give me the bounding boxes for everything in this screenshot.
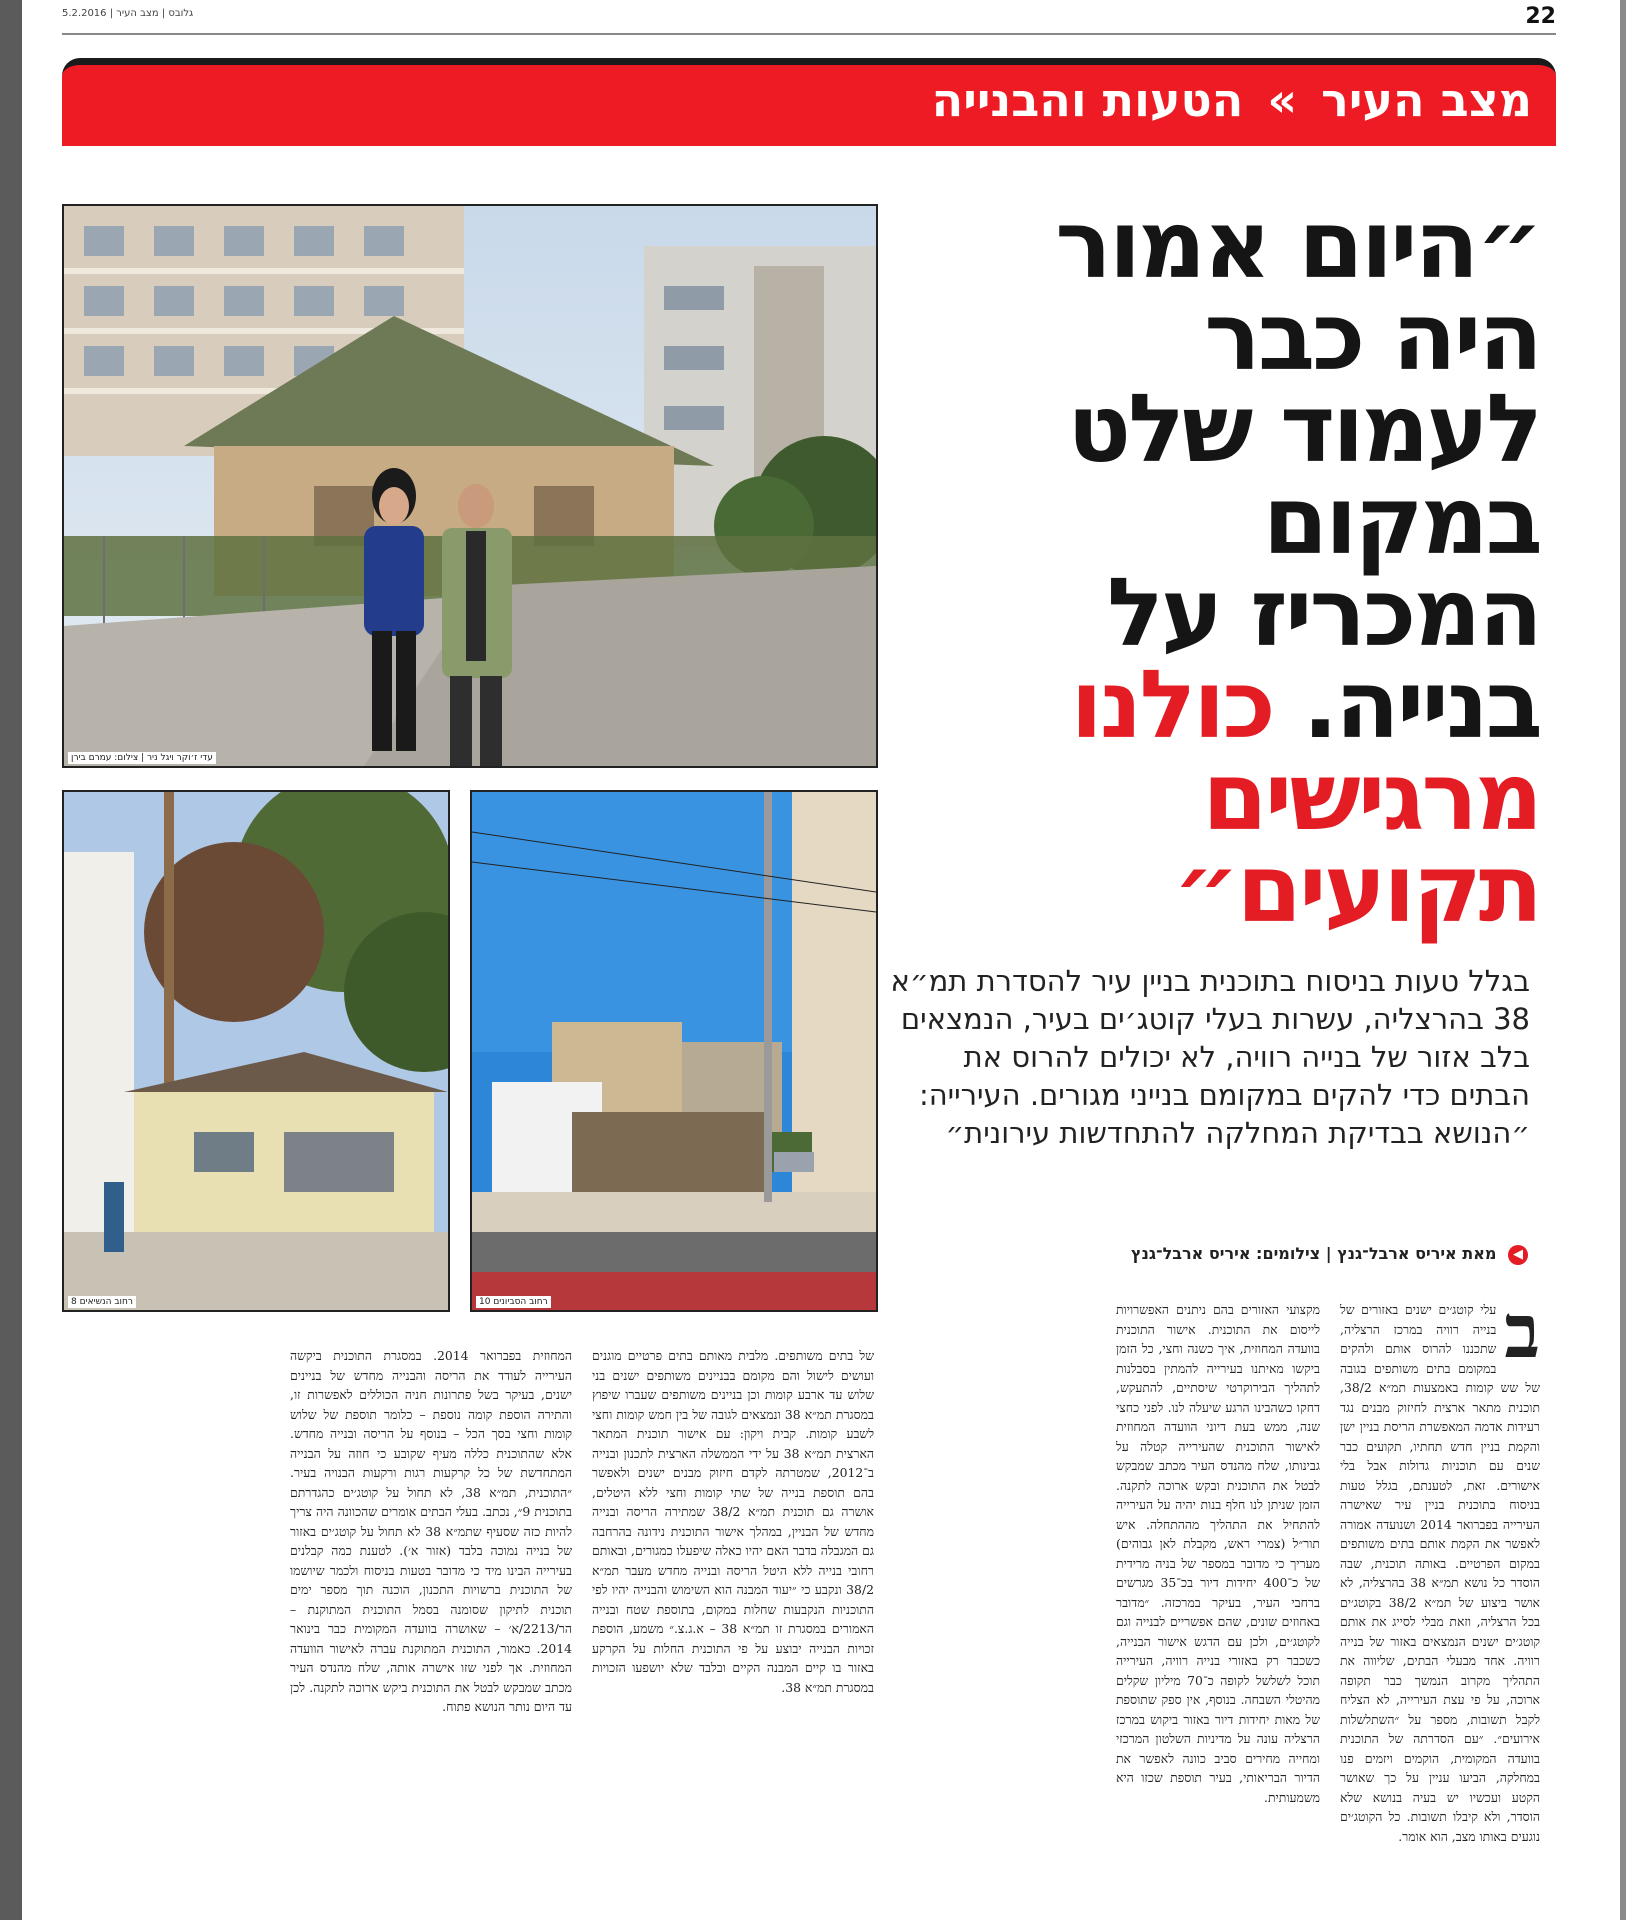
- body-column-4: [290, 1346, 572, 1915]
- body-column-1: [1340, 1300, 1540, 1915]
- headline-line-4: במקום: [1262, 467, 1540, 576]
- right-photo-illustration: [472, 792, 876, 1310]
- body-column-2-text: מקצועי האזורים בהם ניתנים האפשרויות לייסום את התוכנית. אישור התוכנית בוועדה המחוזית, איך כשנה וחצי, כל הזמן ביקשו מאיתנו בעירייה להמתין בסבלנות לתהליך הבירוקרטי שיסתיים, להתעקש, דחקו כשהבינו הרגע שיעלה לנו. לפני כחצי שנה, ממש בעת דיוני הוועדה המחוזית לאישור התוכנית שהעירייה קטלה על גבינותו, שלח מהנדס העיר מכתב שמבקש לבטל את התוכנית ובקש ארוכה לתקנה. הזמן שניתן לנו חלף בנות יהיה על העירייה להתחיל את התהליך מההתחלה. איש תור״ל (צמרי ראש, מקבלת לאן גבוהים) מעריך כי מדובר במספר של בניה מרידית של כ־400 יחידות דיור בכ־35 מגרשים ברחבי העיר, בעיקר במרכזה. ״מדובר באחוזים שונים, שהם אפשריים לבנייה וגם לקוטג׳ים, ולכן עם הדגש אישור הבנייה, כשכבר רק באזורי בנייה רוויה, העירייה תוכל לשלשל לקופה כ־70 מיליון שקלים מהיטלי השבחה. בנוסף, אין ספק שתוספת של מאות יחידות דיור באזור ביקוש במרכז הרצליה עונה על מדיניות השלטון המרכזי ומחייה מחירים סביב כוונה לאפשר את הדיור הבריאותי, בעיר תוספת שכזו היא משמעותית.: [1116, 1302, 1320, 1805]
- byline-photos: צילומים: איריס ארבל־גנץ: [1130, 1244, 1321, 1263]
- headline-line-5: המכריז על: [1107, 559, 1540, 668]
- body-column-4-text: המחוזית בפברואר 2014. במסגרת התוכנית ביקשה העירייה לעודד את הריסה והבנייה מחדש של בניינים ישנים, בעיקר בשל פתרונות חניה הכוללים לאפשרות זו, והתירה הוספת קומה נוספת – כלומר תוספת של שלוש קומות וחצי בסך הכל – בנוסף על הריסה ובנייה מחדש. אלא שהתוכנית כללה מעיף שקובע כי חוזה על הבנייה המתחדשת של כל קרקעות רגות ורקעות הבנויה בעיר. ״התוכנית, תמ״א 38, לא תחול על קוטג׳ים כהגדרתם בתוכנית 9״, נכתב. בעלי הבתים אומרים שהכוונה היה צריך להיות כזה שסעיף שתמ״א 38 לא תחול על קוטג׳ים באזור של בנייה נמוכה בלבד (אזור א׳). לטענת כמה קבלנים בעירייה הבינו מיד כי מדובר בטעות בניסוח ולכמר שיושמו של התוכנית ברשויות התכנון, הוכנה תוך מספר ימים תוכנית לתיקון שסומנה בסמל התוכנית המתוקנת – הר/2213/א׳ – שאושרה בוועדה המקומית כבר בינואר 2014. כאמור, התוכנית המתוקנת עברה לאישור הוועדה המחוזית. אך לפני שזו אישרה אותה, שלח מהנדס העיר מכתב שמבקש לבטל את התוכנית ביקש ארוכה לתקנה. לכן עד היום נותר הנושא פתוח.: [290, 1348, 572, 1714]
- headline-line-6-red: כולנו: [1070, 651, 1273, 760]
- body-column-2: [1116, 1300, 1320, 1915]
- headline-line-6: [880, 651, 1540, 760]
- left-gutter: [0, 0, 22, 1920]
- drop-cap: ב: [1504, 1300, 1540, 1375]
- byline-separator: |: [1325, 1244, 1332, 1263]
- left-photo-illustration: [64, 792, 448, 1310]
- left-photo: [62, 790, 450, 1312]
- headline-line-1: ״היום אמור: [1055, 191, 1540, 300]
- byline-arrow-icon: ◀: [1508, 1245, 1528, 1265]
- section-arrow: »: [1267, 73, 1298, 127]
- main-photo: [62, 204, 878, 768]
- left-photo-credit: רחוב הנשיאים 8: [68, 1296, 136, 1308]
- main-photo-credit: עדי ז׳וקר ויגל ניר | צילום: עמרם בירן: [68, 752, 216, 764]
- section-secondary: הטעות והבנייה: [931, 73, 1244, 127]
- headline: [880, 191, 1540, 944]
- body-column-1-text: עלי קוטג׳ים ישנים באזורים של בנייה רוויה במרכז הרצליה, שתכננו להרוס אותם ולהקים במקומם בתים משותפים בגובה של שש קומות באמצעות תמ״א 38/2, תוכנית מתאר ארצית לחיזוק מבנים נגד רעידות אדמה המאפשרת הריסת בניין ישן והקמת בניין חדש תחתיו, תקועים כבר שנים עם תוכניות גדולות אבל בלי אישורים. זאת, לטענתם, בגלל טעות בניסוח בתוכנית בניין עיר שאישרה העירייה בפברואר 2014 ושנועדה אמורה לאפשר את הקמת אותם בתים משותפים במקום הפרטיים. באותה תוכנית, שבה הוסדר כל נושא תמ״א 38 בהרצליה, לא אושר ביצוע של תמ״א 38/2 בקוטג׳ים בכל הרצליה, וזאת מבלי לסייג את אותם קוטג׳ים ישנים הנמצאים באזור של בנייה רוויה. אחד מבעלי הבתים, שליווה את התהליך מקרוב הנמשך כבר תקופה ארוכה, על פי עצת העירייה, לא הצליח לקבל תשובות, מספר על ״השתלשלות אירועים״. ״עם הסדרתה של התוכנית בוועדה המקומית, הוקמים ויזמים פנו במחלקה, הביעו עניין על כך שאושר הקטע ועכשיו יש בעיה בנושא שלא הוסדר, ולא קיבלו תשובות. כל הקוטג׳ים נוגעים באותו מצב, הוא אומר.: [1340, 1302, 1540, 1844]
- section-bar: [62, 58, 1556, 146]
- top-rule: [62, 33, 1556, 35]
- byline: [1131, 1244, 1528, 1265]
- subheadline: בגלל טעות בניסוח בתוכנית בניין עיר להסדרת תמ״א 38 בהרצליה, עשרות בעלי קוטג׳ים בעיר, הנמצאים בלב אזור של בנייה רוויה, לא יכולים להרוס את הבתים כדי להקים במקומם בנייני מגורים. העירייה: ״הנושא בבדיקת המחלקה להתחדשות עירונית״: [890, 964, 1530, 1150]
- right-gutter: [1620, 0, 1626, 1920]
- body-column-3-text: של בתים משותפים. מלבית מאותם בתים פרטיים מוגנים ועושים לישול והם מקומם בבניינים משותפים ישנים בני שלוש עד ארבע קומות וכן בניינים משותפים שעברו שיפוץ במסגרת תמ״א 38 ונמצאים לגובה של בין חמש קומות וחצי לשבע קומות. קבית ויקון: עם אישור תוכנית המתאר הארצית תמ״א 38 על ידי הממשלה הארצית לתכנון ובנייה ב־2012, שמטרתה לקדם חיזוק מבנים ישנים ולאפשר בהם תוספת בנייה של שתי קומות וחצי ללא היטלים, אושרה גם תוכנית תמ״א 38/2 שמתירה הריסה ובנייה מחדש של הבניין, במהלך אישור התוכנית נידונה בהרחבה גם המגבלה בדבר האם יהיו כאלה שיפעלו כמגורים, ובאותם רחובי בנייה ללא היטל הריסה ובנייה מחדש מעבר תמ״א 38/2 ונקבע כי ״יעוד המבנה הוא השימוש והבנייה יהיו לפי התוכניות הנקבעות שחלות במקום, בתוספת שטח ובנייה האמורים במסגרת זו תמ״א 38 – א.ג.צ.״ משמע, הוספת זכויות הבנייה יבוצע על פי התוכנית החלות על הקרקע באזור בו קיים המבנה הקיים ובלבד שלא יושפעו הזכויות במסגרת תמ״א 38.: [592, 1348, 874, 1695]
- byline-author: מאת איריס ארבל־גנץ: [1337, 1244, 1497, 1263]
- main-photo-illustration: [64, 206, 876, 766]
- top-meta: 5.2.2016 | גלובס | מצב העיר: [62, 8, 194, 19]
- page-number: 22: [1525, 4, 1556, 29]
- section-title: [932, 73, 1532, 127]
- right-photo-credit: רחוב הסביונים 10: [476, 1296, 551, 1308]
- headline-line-2: היה כבר: [1204, 283, 1540, 392]
- headline-line-8: תקועים״: [1172, 835, 1540, 944]
- headline-line-7: מרגישים: [1202, 743, 1540, 852]
- right-photo: [470, 790, 878, 1312]
- section-primary: מצב העיר: [1321, 73, 1532, 127]
- headline-line-3: לעמוד שלט: [1067, 375, 1540, 484]
- headline-line-6-black: בנייה.: [1302, 651, 1540, 760]
- body-column-3: [592, 1346, 874, 1915]
